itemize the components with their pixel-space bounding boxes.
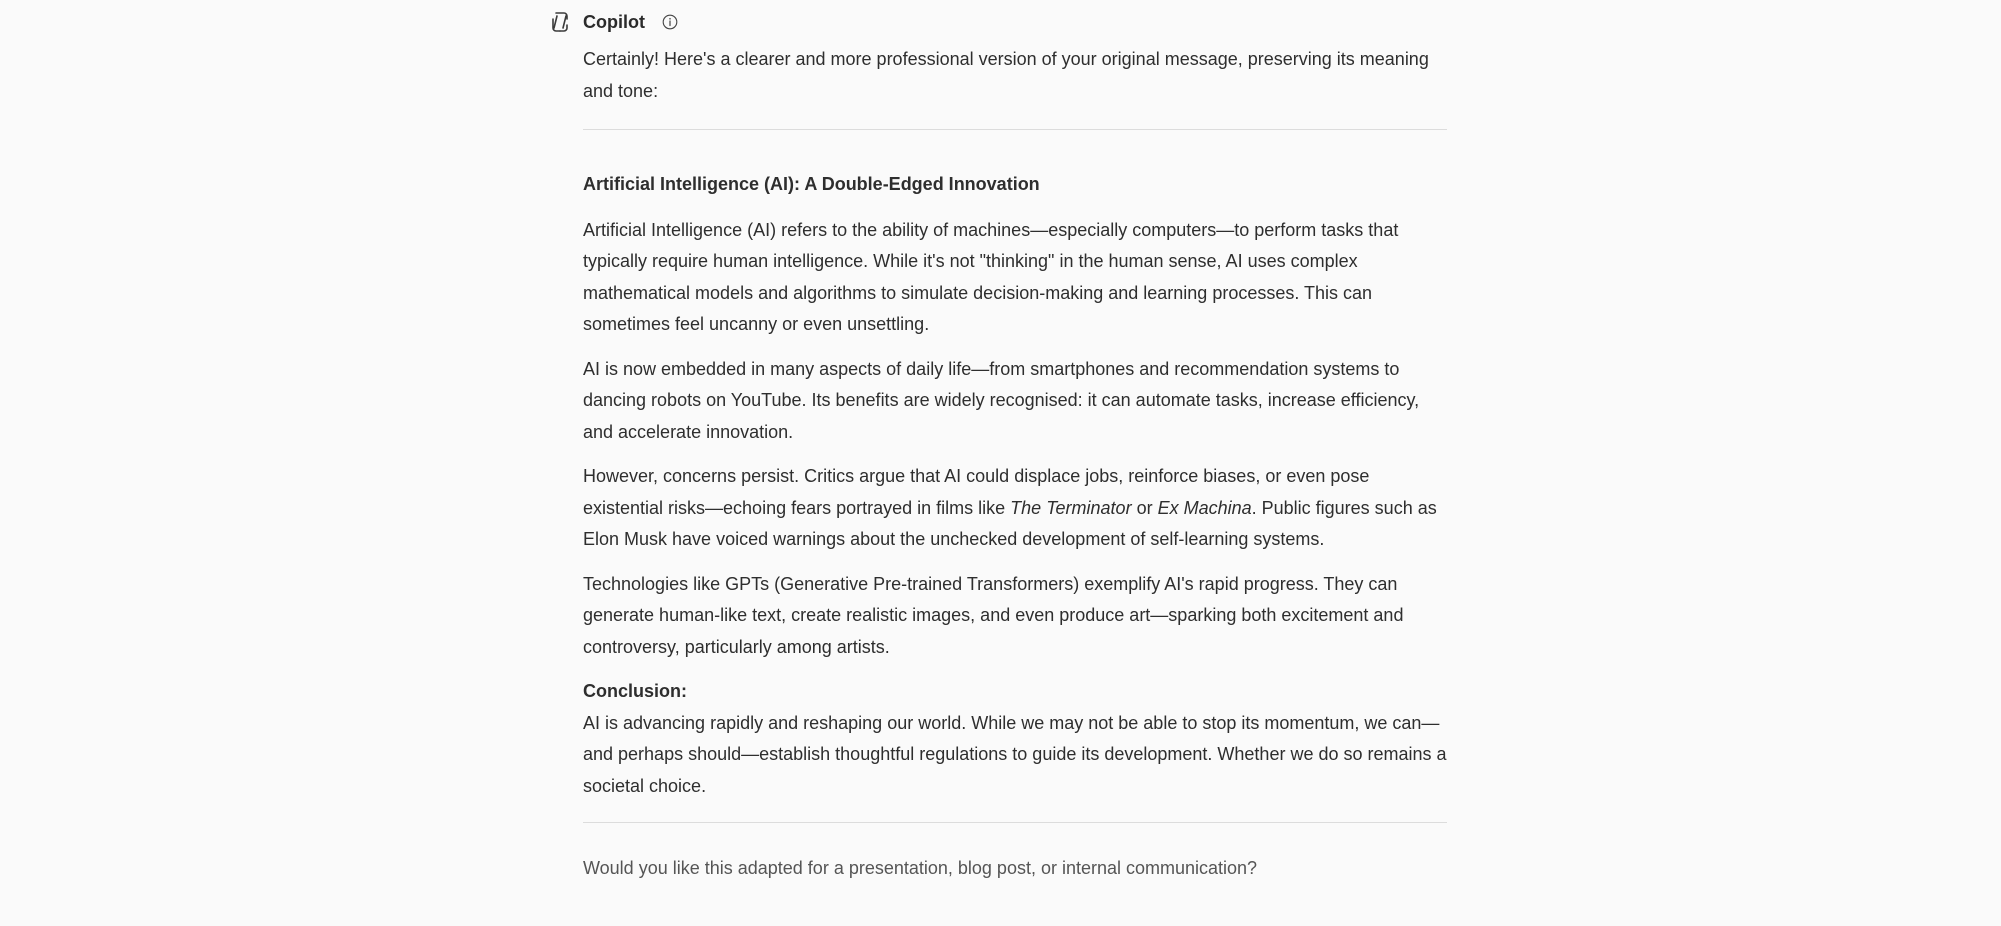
paragraph-conclusion: AI is advancing rapidly and reshaping our world. While we may not be able to stop its momentum, we can—and perhaps should—establish thoughtful regulations to guide its development. Whether we do so remains a societal choice. <box>583 712 1447 796</box>
concerns-text-3: . Public figures such as Elon Musk have voiced warnings about the unchecked development of self-learning systems. <box>583 497 1437 549</box>
info-icon[interactable] <box>661 13 679 31</box>
film-title-terminator: The Terminator <box>1010 497 1132 518</box>
divider <box>583 129 1447 130</box>
message-header <box>547 9 679 35</box>
assistant-message <box>583 44 1447 885</box>
paragraph-daily-life: AI is now embedded in many aspects of daily life—from smartphones and recommendation systems to dancing robots on YouTube. Its benefits are widely recognised: it can automate tasks, increase efficiency, and accelerate innovation. <box>583 358 1420 442</box>
paragraph-concerns <box>583 461 1447 556</box>
film-title-ex-machina: Ex Machina <box>1157 497 1252 518</box>
concerns-text-1: However, concerns persist. Critics argue that AI could displace jobs, reinforce biases, or even pose existential risks—echoing fears portrayed in films like <box>583 466 1370 518</box>
copilot-logo-icon <box>547 9 573 35</box>
paragraph-technologies: Technologies like GPTs (Generative Pre-trained Transformers) exemplify AI's rapid progress. They can generate human-like text, create realistic images, and even produce art—sparking both excitement and controversy, particularly among artists. <box>583 573 1404 657</box>
intro-text: Certainly! Here's a clearer and more professional version of your original message, preserving its meaning and tone: <box>583 49 1429 101</box>
divider <box>583 822 1447 823</box>
conclusion-label: Conclusion: <box>583 681 687 701</box>
concerns-text-2: or <box>1131 497 1158 518</box>
app-name: Copilot <box>583 11 645 32</box>
followup-question: Would you like this adapted for a presentation, blog post, or internal communication? <box>583 858 1258 878</box>
paragraph-definition: Artificial Intelligence (AI) refers to the ability of machines—especially computers—to perform tasks that typically require human intelligence. While it's not "thinking" in the human sense, AI uses complex mathematical models and algorithms to simulate decision-making and learning processes. This can sometimes feel uncanny or even unsettling. <box>583 219 1399 334</box>
message-heading: Artificial Intelligence (AI): A Double-Edged Innovation <box>583 174 1040 194</box>
